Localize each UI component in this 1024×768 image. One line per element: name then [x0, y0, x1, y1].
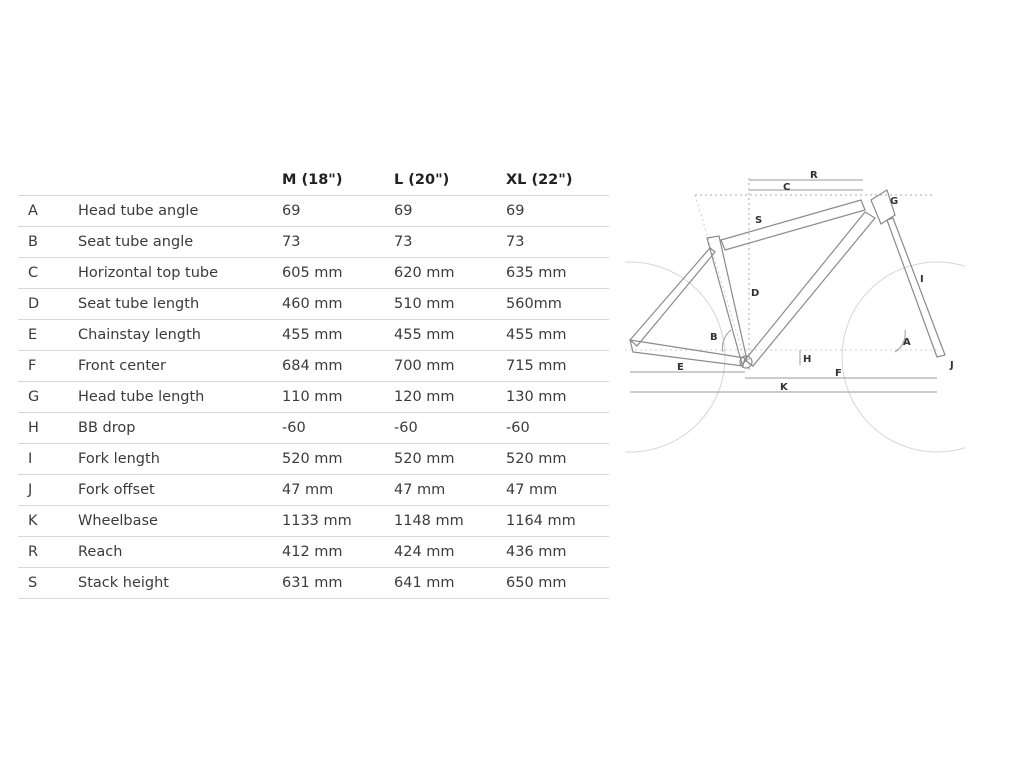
table-row	[18, 289, 609, 320]
cell-name: BB drop	[78, 413, 282, 444]
chain-stay	[630, 340, 745, 366]
cell-size-l: 620 mm	[394, 258, 506, 289]
cell-size-m: 520 mm	[282, 444, 394, 475]
cell-size-l: 700 mm	[394, 351, 506, 382]
header-size-xl: XL (22")	[506, 165, 609, 196]
cell-code: F	[18, 351, 78, 382]
cell-name: Seat tube length	[78, 289, 282, 320]
cell-code: E	[18, 320, 78, 351]
table-row	[18, 351, 609, 382]
cell-code: R	[18, 537, 78, 568]
cell-size-xl: 47 mm	[506, 475, 609, 506]
cell-size-l: 47 mm	[394, 475, 506, 506]
cell-size-xl: 650 mm	[506, 568, 609, 599]
cell-size-m: 110 mm	[282, 382, 394, 413]
cell-size-l: 120 mm	[394, 382, 506, 413]
cell-size-m: 455 mm	[282, 320, 394, 351]
cell-size-m: 605 mm	[282, 258, 394, 289]
cell-name: Fork offset	[78, 475, 282, 506]
cell-size-l: 424 mm	[394, 537, 506, 568]
table-body	[18, 196, 609, 599]
cell-code: D	[18, 289, 78, 320]
table-row	[18, 258, 609, 289]
label-j: J	[950, 360, 954, 371]
cell-name: Front center	[78, 351, 282, 382]
cell-code: H	[18, 413, 78, 444]
cell-name: Reach	[78, 537, 282, 568]
cell-size-xl: 635 mm	[506, 258, 609, 289]
table-row	[18, 413, 609, 444]
table-row	[18, 320, 609, 351]
table-row	[18, 475, 609, 506]
cell-size-m: 460 mm	[282, 289, 394, 320]
cell-size-m: 73	[282, 227, 394, 258]
down-tube	[745, 212, 875, 366]
cell-size-xl: 455 mm	[506, 320, 609, 351]
cell-name: Head tube length	[78, 382, 282, 413]
cell-size-m: 1133 mm	[282, 506, 394, 537]
label-e: E	[677, 362, 684, 373]
cell-code: J	[18, 475, 78, 506]
cell-size-m: 631 mm	[282, 568, 394, 599]
cell-code: G	[18, 382, 78, 413]
label-c: C	[783, 182, 791, 193]
cell-name: Fork length	[78, 444, 282, 475]
cell-size-xl: -60	[506, 413, 609, 444]
label-s: S	[755, 215, 763, 226]
header-size-m: M (18")	[282, 165, 394, 196]
cell-size-xl: 69	[506, 196, 609, 227]
table-row	[18, 382, 609, 413]
header-name	[78, 165, 282, 196]
label-a: A	[903, 337, 911, 348]
cell-size-l: 455 mm	[394, 320, 506, 351]
table-row	[18, 196, 609, 227]
cell-size-xl: 560mm	[506, 289, 609, 320]
label-i: I	[920, 274, 924, 285]
top-tube	[721, 200, 865, 250]
arc-b	[723, 330, 731, 352]
cell-name: Wheelbase	[78, 506, 282, 537]
cell-size-l: -60	[394, 413, 506, 444]
cell-size-l: 510 mm	[394, 289, 506, 320]
table-row	[18, 506, 609, 537]
cell-code: S	[18, 568, 78, 599]
geometry-table	[18, 165, 609, 599]
cell-size-xl: 520 mm	[506, 444, 609, 475]
cell-size-l: 641 mm	[394, 568, 506, 599]
cell-name: Horizontal top tube	[78, 258, 282, 289]
cell-code: B	[18, 227, 78, 258]
table-row	[18, 444, 609, 475]
cell-size-l: 73	[394, 227, 506, 258]
cell-size-xl: 1164 mm	[506, 506, 609, 537]
label-b: B	[710, 332, 718, 343]
cell-size-m: -60	[282, 413, 394, 444]
fork	[887, 218, 945, 357]
cell-size-m: 47 mm	[282, 475, 394, 506]
label-r: R	[810, 170, 818, 181]
header-size-l: L (20")	[394, 165, 506, 196]
cell-name: Seat tube angle	[78, 227, 282, 258]
cell-size-xl: 436 mm	[506, 537, 609, 568]
cell-code: A	[18, 196, 78, 227]
table-row	[18, 537, 609, 568]
cell-size-xl: 130 mm	[506, 382, 609, 413]
table-row	[18, 227, 609, 258]
cell-size-xl: 715 mm	[506, 351, 609, 382]
cell-size-m: 69	[282, 196, 394, 227]
table-header-row	[18, 165, 609, 196]
dimension-lines	[630, 180, 937, 392]
table-row	[18, 568, 609, 599]
bike-geometry-diagram	[625, 160, 965, 460]
cell-size-l: 69	[394, 196, 506, 227]
label-k: K	[780, 382, 788, 393]
seat-guide-line	[695, 195, 745, 360]
cell-code: K	[18, 506, 78, 537]
cell-size-m: 684 mm	[282, 351, 394, 382]
cell-size-l: 1148 mm	[394, 506, 506, 537]
cell-name: Stack height	[78, 568, 282, 599]
label-g: G	[890, 196, 899, 207]
front-wheel	[842, 262, 965, 452]
label-h: H	[803, 354, 812, 365]
cell-name: Chainstay length	[78, 320, 282, 351]
label-f: F	[835, 368, 842, 379]
label-d: D	[751, 288, 760, 299]
cell-code: C	[18, 258, 78, 289]
cell-code: I	[18, 444, 78, 475]
header-code	[18, 165, 78, 196]
cell-name: Head tube angle	[78, 196, 282, 227]
bike-frame	[630, 190, 945, 368]
cell-size-m: 412 mm	[282, 537, 394, 568]
cell-size-l: 520 mm	[394, 444, 506, 475]
cell-size-xl: 73	[506, 227, 609, 258]
